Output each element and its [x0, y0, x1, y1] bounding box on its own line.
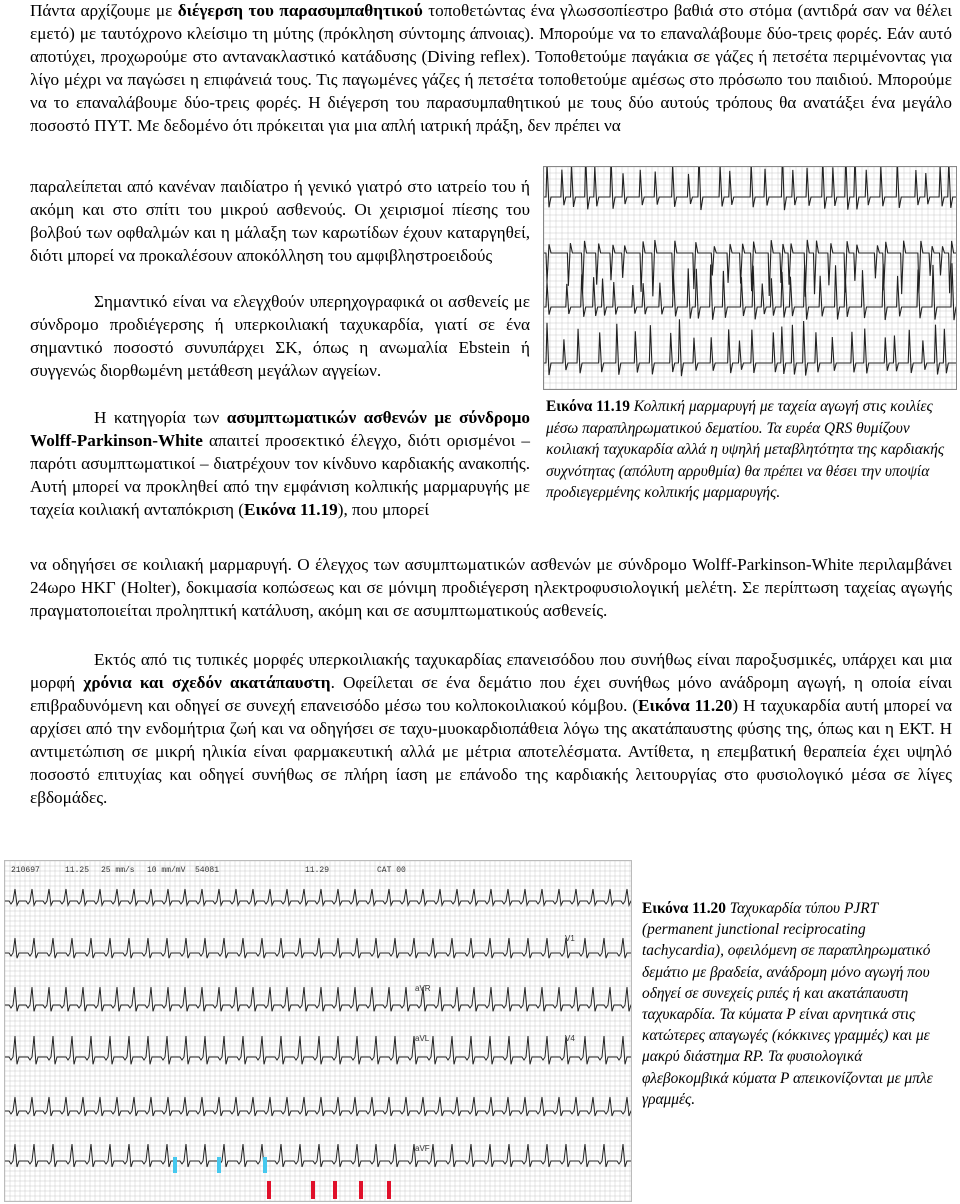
- red-p-wave-marker: [387, 1181, 391, 1199]
- caption-label: Εικόνα 11.20: [642, 900, 726, 917]
- paragraph-parasympathetic: [30, 0, 952, 137]
- bold-term: ασυμπτωματικών ασθενών με σύνδρομο Wolff-Parkinson-White: [30, 408, 530, 450]
- ecg-lead-trace: [5, 1036, 631, 1064]
- ecg-strip: [544, 167, 956, 210]
- ecg-12-lead-pjrt: [5, 861, 631, 1201]
- paragraph-ultrasound: Σημαντικό είναι να ελεγχθούν υπερηχογραφικά οι ασθενείς με σύνδρομο προδιέγερσης ή υπερκοιλιακή ταχυκαρδία, γιατί σε ένα σημαντικό ποσοστό συνυπάρχει ΣΚ, όπως η ανωμαλία Ebstein ή συγγενώς διορθωμένη μετάθεση μεγάλων αγγείων.: [30, 292, 530, 380]
- ecg-header-text: 54081: [195, 866, 220, 875]
- ecg-lead-trace: [5, 1097, 631, 1116]
- ecg-header-text: 11.29: [305, 866, 330, 875]
- ecg-strip: [544, 240, 956, 297]
- ecg-lead-label: aVF: [415, 1144, 430, 1153]
- paragraph-pjrt: [30, 648, 952, 809]
- ecg-figure-11-19: [543, 166, 957, 390]
- red-p-wave-marker: [267, 1181, 271, 1199]
- paragraph-asymptomatic-evaluation: να οδηγήσει σε κοιλιακή μαρμαρυγή. Ο έλεγχος των ασυμπτωματικών ασθενών με σύνδρομο Wolff-Parkinson-White περιλαμβάνει 24ωρο ΗΚΓ (Holter), δοκιμασία κοπώσεως και σε μόνιμη προδιέγερση ηλεκτροφυσιολογική μελέτη. Σε περίπτωση ταχείας αγωγής πραγματοποιείται προληπτική κατάλυση, ακόμη και σε ασυμπτωματικούς ασθενείς.: [30, 555, 952, 620]
- ecg-header-text: 10 mm/mV: [147, 866, 186, 875]
- ecg-lead-label: V1: [565, 934, 575, 943]
- red-p-wave-marker: [311, 1181, 315, 1199]
- ecg-header-text: 25 mm/s: [101, 866, 135, 875]
- ecg-header-text: CAT 00: [377, 866, 406, 875]
- ecg-lead-trace: [5, 889, 631, 905]
- ecg-lead-label: V4: [565, 1034, 575, 1043]
- caption-label: Εικόνα 11.19: [546, 398, 630, 415]
- blue-p-wave-marker: [263, 1157, 267, 1173]
- text-run: . Οφείλεται σε ένα δεμάτιο που έχει συνήθως μόνο ανάδρομη αγωγή, η οποία είναι επιβραδυνόμενη και οδηγεί σε συνεχή επανεισόδο μέσω του κολποκοιλιακού κόμβου. (: [30, 673, 952, 715]
- caption-figure-11-19: [546, 396, 951, 504]
- ecg-lead-trace: [5, 1144, 631, 1167]
- ecg-lead-trace: [5, 987, 631, 1011]
- blue-p-wave-marker: [173, 1157, 177, 1173]
- text-run: Εκτός από τις τυπικές μορφές υπερκοιλιακής ταχυκαρδίας επανεισόδου που συνήθως είναι παροξυσμικές, υπάρχει και μια μορφή: [30, 650, 952, 692]
- red-p-wave-marker: [333, 1181, 337, 1199]
- caption-text: Ταχυκαρδία τύπου PJRT (permanent junctional reciprocating tachycardia), οφειλόμενη σε παραπληρωματικό δεμάτιο με βραδεία, ανάδρομη μόνο αγωγή που οδηγεί σε συνεχείς ριπές ή και ακατάπαυστη ταχυκαρδία. Τα κύματα P είναι αρνητικά στις κατώτερες απαγωγές (κόκκινες γραμμές) και με μακρύ διάστημα RP. Τα φυσιολογικά φλεβοκομβικά κύματα P απεικονίζονται με μπλε γραμμές.: [642, 900, 933, 1108]
- text-run: τοποθετώντας ένα γλωσσοπίεστρο βαθιά στο στόμα (αντιδρά σαν να θέλει εμετό) με ταυτόχρονο κλείσιμο τη μύτης (πρόκληση σύντομης άπνοιας). Μπορούμε να το επαναλάβουμε δύο-τρεις φορές. Εάν αυτό αποτύχει, προχωρούμε στο αντανακλαστικό κατάδυσης (Diving reflex). Τοποθετούμε παγάκια σε γάζες ή πετσέτα περιμένοντας για λίγο μέχρι να παγώσει η επιφάνειά τους. Τις παγωμένες γάζες ή πετσέτα τοποθετούμε αμέσως στο πρόσωπο του παιδιού. Μπορούμε να το επαναλάβουμε δύο-τρεις φορές. Η διέγερση του παρασυμπαθητικού με τους δύο αυτούς τρόπους θα ανατάξει ένα μεγάλο ποσοστό ΠΥΤ. Με δεδομένο ότι πρόκειται για μια απλή ιατρική πράξη, δεν πρέπει να: [30, 1, 952, 135]
- ecg-header-text: 11.25: [65, 866, 90, 875]
- text-run: ) Η ταχυκαρδία αυτή μπορεί να αρχίσει από την ενδομήτρια ζωή και να οδηγήσει σε ταχυ-μυοκαρδιοπάθεια λόγω της ακατάπαυστης φύσης της, όπως και η ΕΚΤ. Η αντιμετώπιση σε μικρή ηλικία είναι φαρμακευτική αλλά με μέτρια αποτελέσματα. Αντίθετα, η επεμβατική θεραπεία έχει υψηλό ποσοστό επιτυχίας και οδηγεί συνήθως σε πλήρη ίαση με επάνοδο της καρδιακής λειτουργίας στο φυσιολογικό μέσα σε λίγες εβδομάδες.: [30, 696, 952, 807]
- text-run: Πάντα αρχίζουμε με: [30, 1, 178, 20]
- bold-term: διέγερση του παρασυμπαθητικού: [177, 1, 423, 20]
- caption-figure-11-20: [642, 898, 947, 1110]
- ecg-strip: [544, 263, 956, 320]
- text-run: ), που μπορεί: [337, 500, 430, 519]
- text-run: απαιτεί προσεκτικό έλεγχο, διότι ορισμένοι – παρότι ασυμπτωματικοί – διατρέχουν τον κίνδυνο καρδιακής ανακοπής. Αυτή μπορεί να προκληθεί από την εμφάνιση κολπικής μαρμαρυγής με ταχεία κοιλιακή ανταπόκριση (: [30, 431, 530, 519]
- blue-p-wave-marker: [217, 1157, 221, 1173]
- text-run: Η κατηγορία των: [94, 408, 227, 427]
- ecg-trace-af-wpw: [544, 167, 956, 389]
- caption-text: Κολπική μαρμαρυγή με ταχεία αγωγή στις κοιλίες μέσω παραπληρωματικού δεματίου. Τα ευρέα QRS θυμίζουν κοιλιακή ταχυκαρδία αλλά η υψηλή μεταβλητότητα της καρδιακής συχνότητας (απόλυτη αρρυθμία) θα πρέπει να θέσει την υποψία προδιεγερμένης κολπικής μαρμαρυγής.: [546, 398, 945, 501]
- ecg-header-text: 210697: [11, 866, 40, 875]
- ecg-figure-11-20: [4, 860, 632, 1202]
- bold-term: χρόνια και σχεδόν ακατάπαυστη: [83, 673, 331, 692]
- ecg-strip: [544, 319, 956, 376]
- red-p-wave-marker: [359, 1181, 363, 1199]
- figure-ref: Εικόνα 11.19: [243, 500, 338, 519]
- paragraph-maneuvers: παραλείπεται από κανέναν παιδίατρο ή γενικό γιατρό στο ιατρείο του ή ακόμη και στο σπίτι του μικρού ασθενούς. Οι χειρισμοί πίεσης του βολβού των οφθαλμών και η μάλαξη των καρωτίδων έχουν καταργηθεί, διότι μπορεί να προκαλέσουν αποκόλληση του αμφιβληστροειδούς: [30, 177, 530, 265]
- ecg-lead-label: aVL: [415, 1034, 430, 1043]
- ecg-lead-label: aVR: [415, 984, 431, 993]
- paragraph-wpw: [30, 406, 530, 521]
- figure-ref: Εικόνα 11.20: [638, 696, 733, 715]
